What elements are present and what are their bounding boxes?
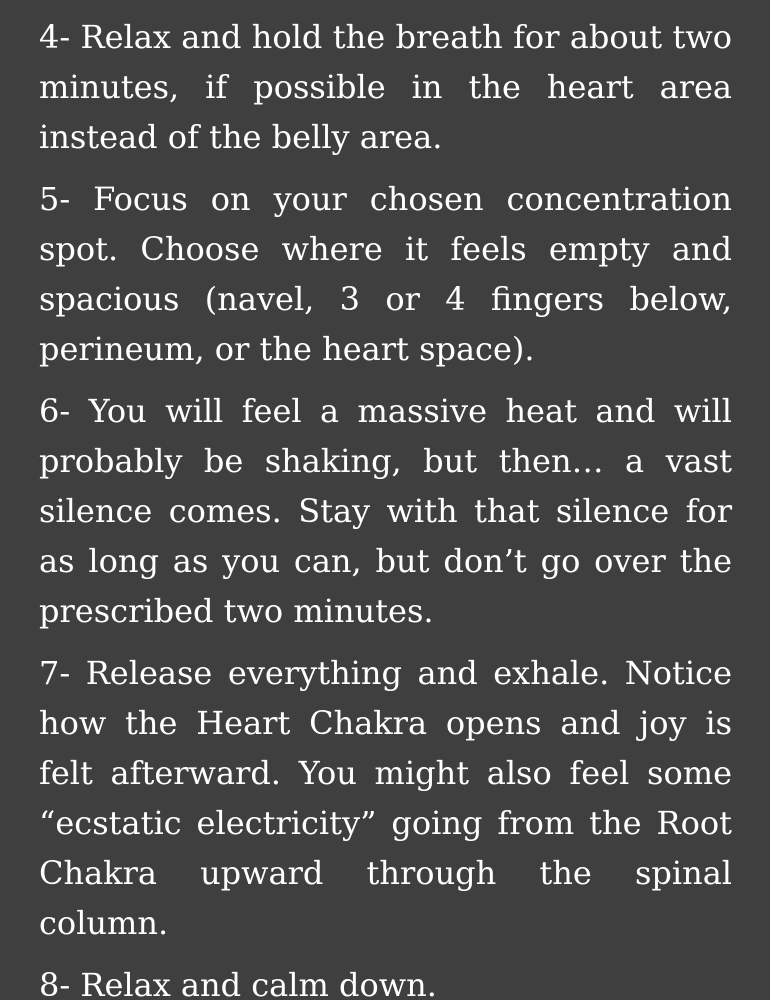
step-6-paragraph: 6- You will feel a massive heat and will probably be shaking, but then… a vast silence comes. Stay with that silence for as long as you can, but don’t go over the prescribed two minutes.: [39, 392, 732, 630]
step-5-paragraph: 5- Focus on your chosen concentration spot. Choose where it feels empty and spacious (navel, 3 or 4 fingers below, perineum, or the heart space).: [39, 180, 732, 368]
step-4-paragraph: 4- Relax and hold the breath for about two minutes, if possible in the heart area instead of the belly area.: [39, 18, 732, 156]
step-8-paragraph: 8- Relax and calm down.: [39, 966, 437, 1000]
step-7-paragraph: 7- Release everything and exhale. Notice how the Heart Chakra opens and joy is felt afterward. You might also feel some “ecstatic electricity” going from the Root Chakra upward through the spinal column.: [39, 654, 732, 942]
